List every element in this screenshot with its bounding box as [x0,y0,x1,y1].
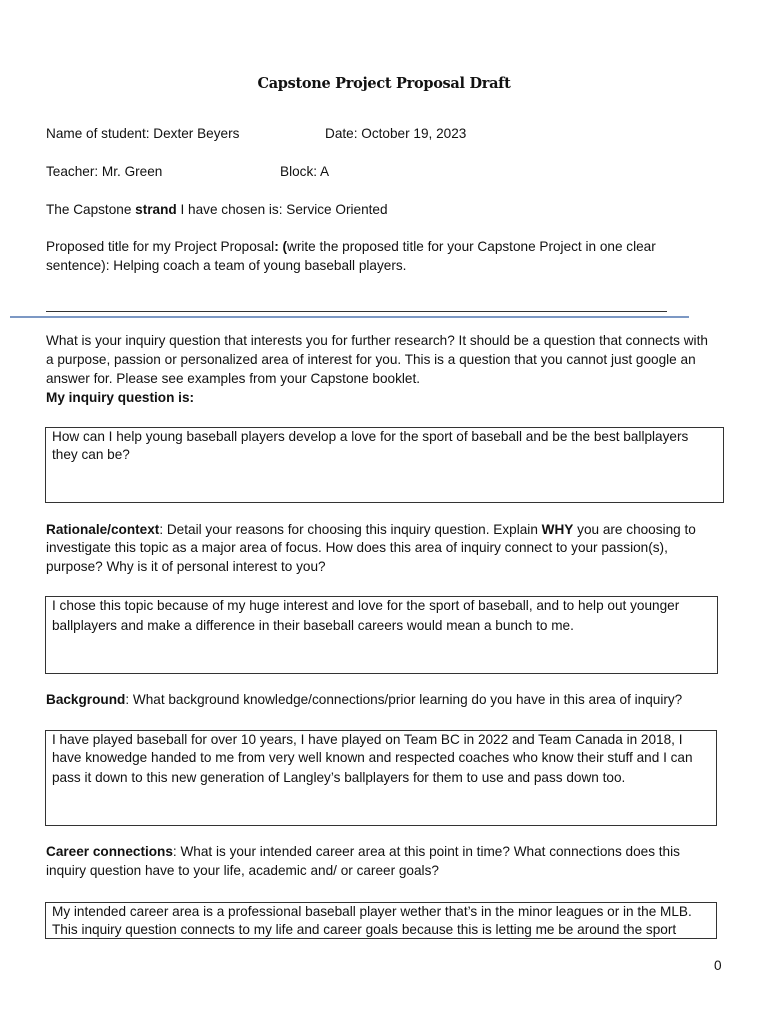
answer-line: I chose this topic because of my huge interest and love for the sport of baseball, and to help out younger [52,598,680,613]
date: Date: October 19, 2023 [325,126,467,141]
answer-line: have knowedge handed to me from very well known and respected coaches who know their stuff and I can [52,750,693,765]
proposed-bold: : ( [274,239,288,254]
rationale-prompt: purpose? Why is it of personal interest to you? [46,559,326,574]
answer-line: ballplayers and make a difference in their baseball careers would mean a bunch to me. [52,618,574,633]
divider-underline [46,311,667,312]
career-heading: Career connections [46,844,173,859]
rationale-text: you are choosing to [573,522,696,537]
inquiry-label: My inquiry question is: [46,390,195,405]
proposed-title-line [46,238,656,256]
answer-line: My intended career area is a professional baseball player wether that’s in the minor leagues or in the MLB. [52,904,692,919]
background-line [46,691,682,709]
rationale-prompt: investigate this topic as a major area of focus. How does this area of inquiry connect to your passion(s), [46,540,668,555]
rationale-line [46,521,696,539]
page-title: Capstone Project Proposal Draft [257,75,511,92]
career-answer-box[interactable] [45,902,717,939]
strand-post: I have chosen is: Service Oriented [176,202,388,217]
rationale-heading: Rationale/context [46,522,160,537]
answer-line: they can be? [52,447,130,462]
background-heading: Background [46,692,126,707]
rationale-answer-box[interactable] [45,596,718,674]
rationale-why: WHY [541,522,574,537]
page-number: 0 [714,958,722,973]
student-name: Name of student: Dexter Beyers [46,126,240,141]
career-prompt-2: inquiry question have to your life, academic and/ or career goals? [46,863,439,878]
answer-line: pass it down to this new generation of Langley’s ballplayers for them to use and pass down too. [52,770,626,785]
proposed-post: write the proposed title for your Capstone Project in one clear [287,239,656,254]
inquiry-prompt: What is your inquiry question that interests you for further research? It should be a question that connects with [46,333,708,348]
strand-pre: The Capstone [46,202,136,217]
strand-line [46,201,388,219]
background-answer-box[interactable] [45,730,717,826]
inquiry-answer-box[interactable] [45,427,724,503]
rationale-text: : Detail your reasons for choosing this inquiry question. Explain [159,522,542,537]
proposed-title-line-2: sentence): Helping coach a team of young baseball players. [46,258,407,273]
background-prompt: : What background knowledge/connections/prior learning do you have in this area of inquiry? [125,692,683,707]
teacher: Teacher: Mr. Green [46,164,163,179]
divider-blue [10,316,689,318]
career-line [46,843,680,861]
career-prompt: : What is your intended career area at this point in time? What connections does this [172,844,680,859]
block: Block: A [280,164,330,179]
inquiry-prompt: a purpose, passion or personalized area of interest for you. This is a question that you cannot just google an [46,352,696,367]
inquiry-prompt: answer for. Please see examples from your Capstone booklet. [46,371,421,386]
answer-line: This inquiry question connects to my life and career goals because this is letting me be around the sport [52,922,677,937]
answer-line: I have played baseball for over 10 years, I have played on Team BC in 2022 and Team Canada in 2018, I [52,732,683,747]
strand-bold: strand [135,202,177,217]
answer-line: How can I help young baseball players develop a love for the sport of baseball and be the best ballplayers [52,429,689,444]
proposed-pre: Proposed title for my Project Proposal [46,239,275,254]
